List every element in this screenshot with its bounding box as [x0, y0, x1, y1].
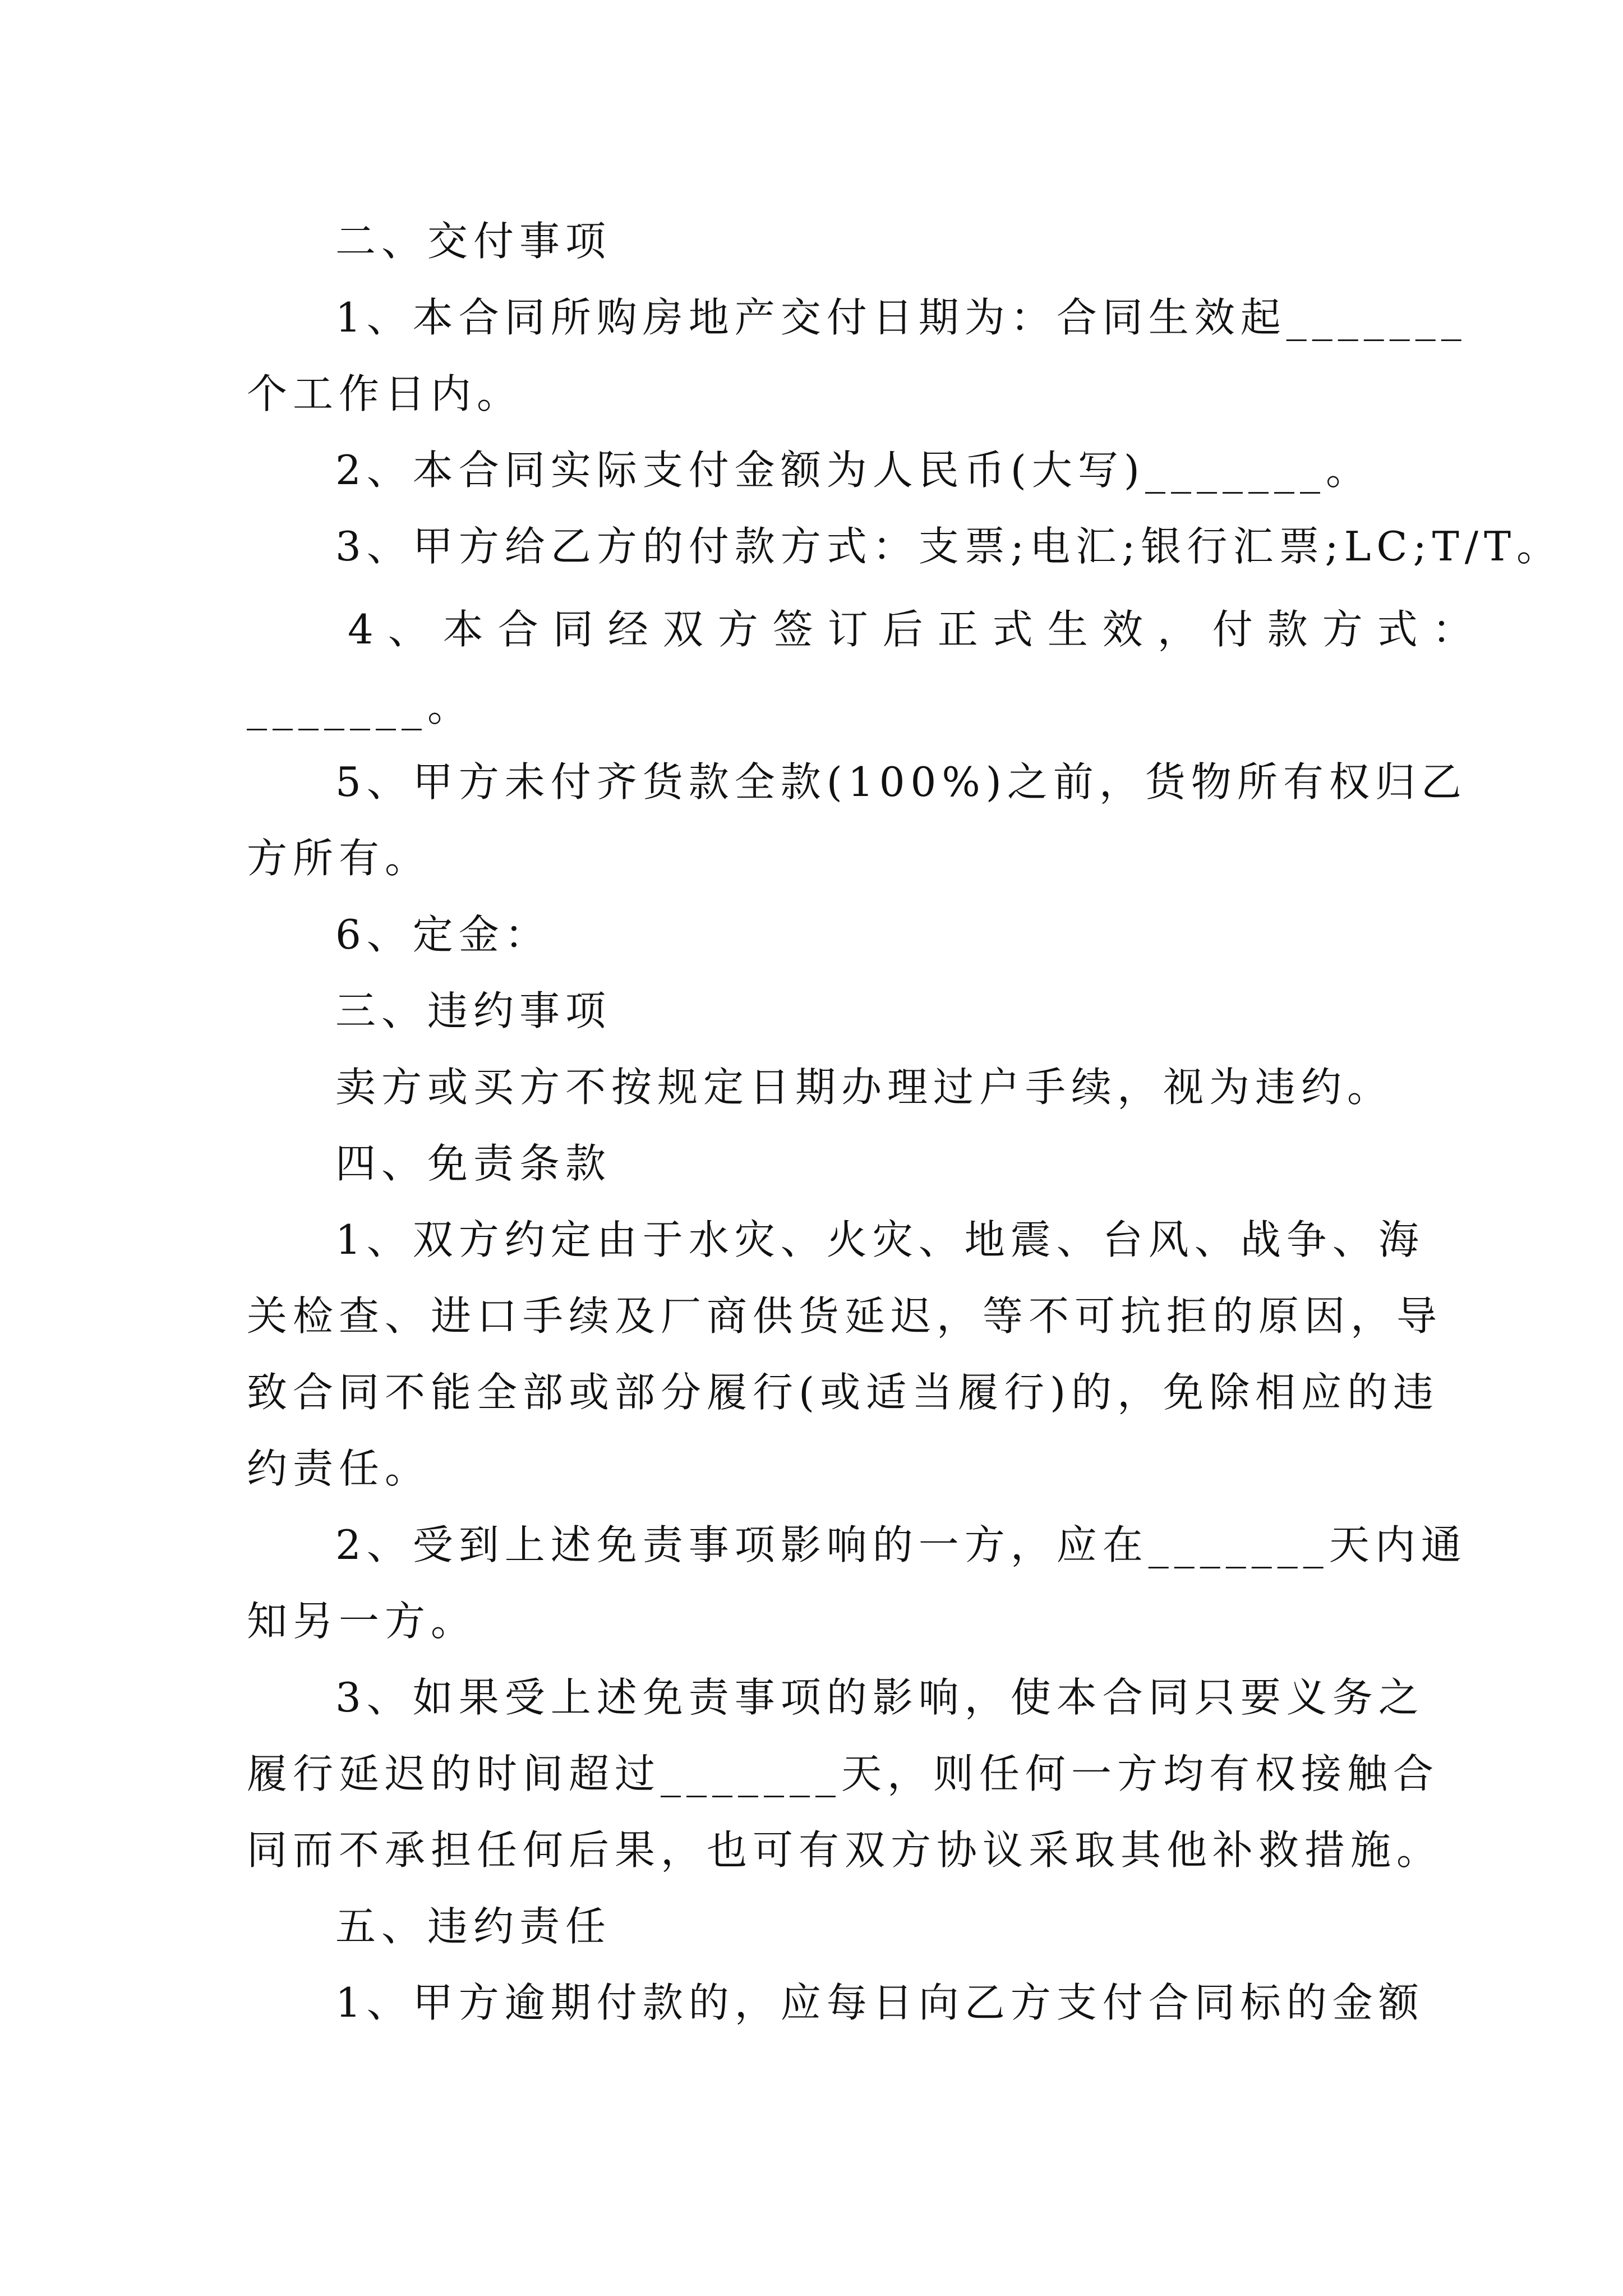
paragraph-line: 同而不承担任何后果，也可有双方协议采取其他补救措施。 — [247, 1826, 1443, 1874]
paragraph-line: 个工作日内。 — [247, 370, 523, 417]
paragraph-line: 3、甲方给乙方的付款方式：支票;电汇;银行汇票;LC;T/T。 — [335, 523, 1563, 570]
paragraph-line: 致合同不能全部或部分履行(或适当履行)的，免除相应的违 — [247, 1369, 1440, 1416]
paragraph-line: 1、甲方逾期付款的，应每日向乙方支付合同标的金额 — [335, 1979, 1424, 2026]
paragraph-line: 2、本合同实际支付金额为人民币(大写)_______。 — [335, 447, 1372, 494]
section-heading-liability: 五、违约责任 — [335, 1903, 612, 1950]
paragraph-line: 卖方或买方不按规定日期办理过户手续，视为违约。 — [335, 1064, 1394, 1111]
section-heading-delivery: 二、交付事项 — [335, 218, 612, 265]
paragraph-line: 约责任。 — [247, 1445, 431, 1492]
section-heading-exemption: 四、免责条款 — [335, 1140, 612, 1187]
paragraph-line: 2、受到上述免责事项影响的一方，应在_______天内通 — [335, 1521, 1467, 1568]
paragraph-line: 履行延迟的时间超过_______天，则任何一方均有权接触合 — [247, 1750, 1440, 1797]
paragraph-line: _______。 — [247, 683, 474, 730]
paragraph-line: 知另一方。 — [247, 1598, 477, 1645]
paragraph-line: 4、本合同经双方签订后正式生效，付款方式： — [348, 606, 1487, 653]
section-heading-breach: 三、违约事项 — [335, 987, 612, 1034]
paragraph-line: 5、甲方未付齐货款全款(100%)之前，货物所有权归乙 — [335, 758, 1467, 806]
paragraph-line: 6、定金： — [335, 911, 551, 958]
paragraph-line: 1、本合同所购房地产交付日期为：合同生效起_______ — [335, 294, 1467, 341]
paragraph-line: 方所有。 — [247, 835, 431, 882]
paragraph-line: 1、双方约定由于水灾、火灾、地震、台风、战争、海 — [335, 1216, 1424, 1263]
paragraph-line: 关检查、进口手续及厂商供货延迟，等不可抗拒的原因，导 — [247, 1292, 1443, 1340]
paragraph-line: 3、如果受上述免责事项的影响，使本合同只要义务之 — [335, 1674, 1424, 1721]
